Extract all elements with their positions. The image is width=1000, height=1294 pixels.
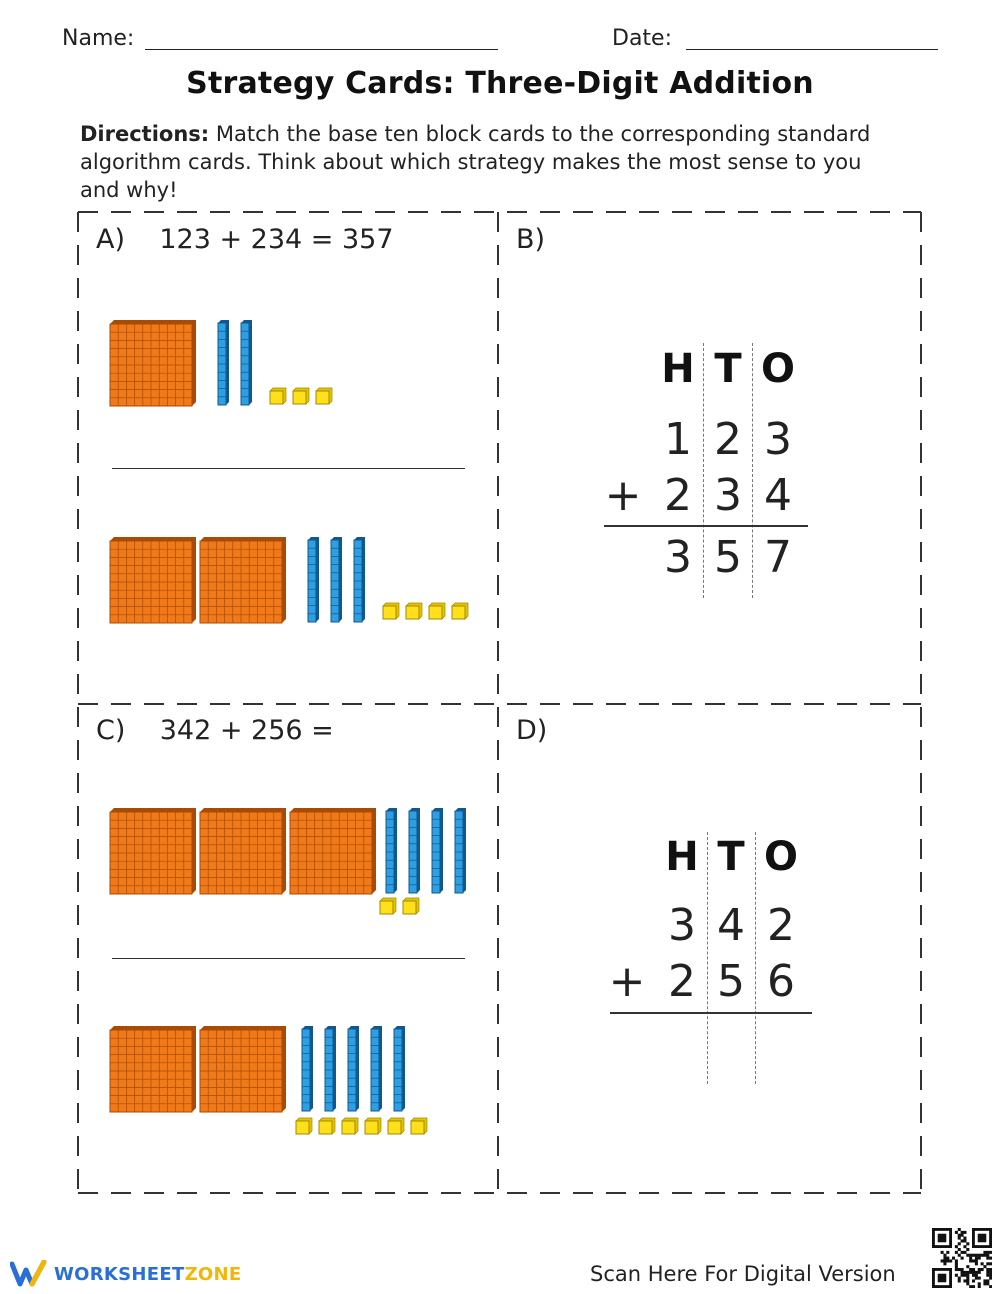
ten-rod [241, 320, 252, 405]
hundred-block [110, 320, 196, 406]
card-d-row1-hundreds: 3 [668, 900, 696, 951]
one-cube [296, 1118, 312, 1134]
card-c-answer-line[interactable] [112, 958, 465, 959]
card-d-header-ones: O [763, 834, 798, 880]
card-b-header-hundreds: H [661, 346, 695, 392]
date-label: Date: [612, 26, 672, 51]
page-title: Strategy Cards: Three-Digit Addition [186, 66, 814, 101]
ten-rod [308, 537, 319, 622]
brand-name-part2: ZONE [184, 1263, 242, 1285]
card-b-label: B) [516, 224, 546, 255]
one-cube [365, 1118, 381, 1134]
one-cube [270, 388, 286, 404]
ten-rod [371, 1026, 382, 1111]
one-cube [293, 388, 309, 404]
one-cube [383, 603, 399, 619]
ten-rod [409, 808, 420, 893]
card-c-bottom-blocks [108, 1024, 478, 1138]
worksheetzone-logo-icon [10, 1260, 48, 1288]
card-d-row2-tens: 5 [717, 956, 745, 1007]
card-b-row1-ones: 3 [764, 414, 792, 465]
card-b-plus-sign: + [604, 470, 642, 521]
card-d-row2-ones: 6 [767, 956, 795, 1007]
card-d-sum-line [610, 1012, 812, 1014]
brand-name [54, 1264, 242, 1285]
ten-rod [348, 1026, 359, 1111]
card-b-result-hundreds: 3 [664, 532, 692, 583]
one-cube [403, 898, 419, 914]
one-cube [316, 388, 332, 404]
ten-rod [354, 537, 365, 622]
ten-rod [394, 1026, 405, 1111]
card-d-header-tens: T [717, 834, 745, 880]
card-b-row2-ones: 4 [764, 470, 792, 521]
ten-rod [455, 808, 466, 893]
card-c-top-blocks [108, 806, 478, 918]
hundred-block [110, 537, 196, 623]
ten-rod [432, 808, 443, 893]
card-a-top-blocks [108, 318, 368, 412]
card-d-row1-tens: 4 [717, 900, 745, 951]
card-b-sum-line [604, 525, 808, 527]
card-b-result-tens: 5 [714, 532, 742, 583]
card-d-row1-ones: 2 [767, 900, 795, 951]
ten-rod [331, 537, 342, 622]
one-cube [406, 603, 422, 619]
card-b-row2-tens: 3 [714, 470, 742, 521]
ten-rod [302, 1026, 313, 1111]
one-cube [342, 1118, 358, 1134]
one-cube [319, 1118, 335, 1134]
one-cube [380, 898, 396, 914]
hundred-block [110, 808, 196, 894]
directions-heading: Directions: [80, 122, 210, 146]
one-cube [429, 603, 445, 619]
hundred-block [110, 1026, 196, 1112]
card-b-row1-hundreds: 1 [664, 414, 692, 465]
directions-text: Match the base ten block cards to the corresponding standard algorithm cards. Think about which strategy makes the most sense to you and why! [80, 122, 871, 202]
hundred-block [200, 537, 286, 623]
hundred-block [200, 1026, 286, 1112]
one-cube [388, 1118, 404, 1134]
brand-logo[interactable] [10, 1260, 242, 1288]
card-a-label: A) 123 + 234 = 357 [96, 224, 394, 255]
brand-name-part1: WORKSHEET [54, 1263, 185, 1285]
hundred-block [290, 808, 376, 894]
card-b-header-tens: T [714, 346, 742, 392]
hundred-block [200, 808, 286, 894]
card-d-plus-sign: + [608, 956, 646, 1007]
ten-rod [218, 320, 229, 405]
card-a-answer-line[interactable] [112, 468, 465, 469]
card-d-row2-hundreds: 2 [668, 956, 696, 1007]
card-a-bottom-blocks [108, 535, 478, 629]
card-b-header-ones: O [760, 346, 795, 392]
scan-caption: Scan Here For Digital Version [590, 1262, 896, 1286]
card-d-label: D) [516, 715, 548, 746]
card-d-header-hundreds: H [665, 834, 699, 880]
card-b-row1-tens: 2 [714, 414, 742, 465]
card-b-result-ones: 7 [764, 532, 792, 583]
name-label: Name: [62, 26, 135, 51]
ten-rod [325, 1026, 336, 1111]
ten-rod [386, 808, 397, 893]
one-cube [411, 1118, 427, 1134]
one-cube [452, 603, 468, 619]
card-c-label: C) 342 + 256 = [96, 715, 334, 746]
qr-code-icon[interactable] [932, 1228, 992, 1288]
card-b-row2-hundreds: 2 [664, 470, 692, 521]
